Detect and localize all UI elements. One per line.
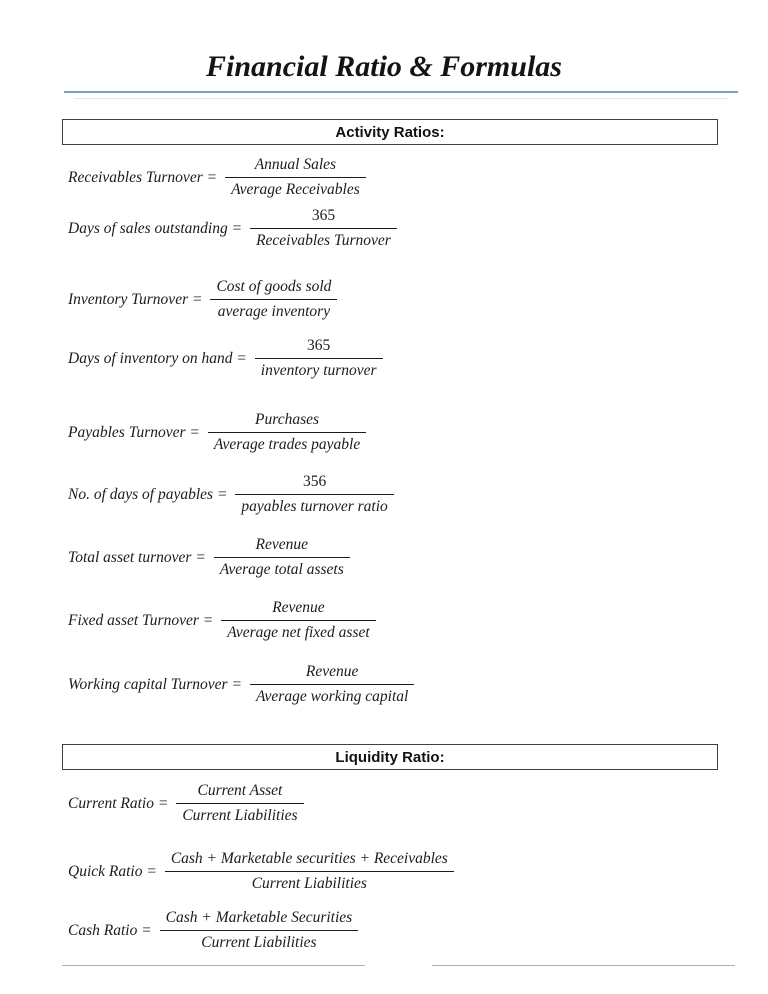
formula-numerator: Cash + Marketable Securities: [160, 909, 359, 931]
formula-numerator: Revenue: [221, 599, 375, 621]
formula-numerator: Purchases: [208, 411, 366, 433]
formula-numerator: Annual Sales: [225, 156, 366, 178]
formula-row: [68, 473, 768, 516]
formula-fraction: [250, 663, 414, 706]
formula-denominator: Average Receivables: [231, 181, 360, 198]
formula-denominator: Receivables Turnover: [256, 232, 391, 249]
formula-fraction: [255, 337, 383, 380]
formula-fraction: [225, 156, 366, 199]
formula-fraction: [250, 207, 397, 250]
formula-lhs: Days of inventory on hand =: [68, 349, 247, 367]
formula-list-activity: [68, 156, 768, 706]
formula-fraction: [160, 909, 359, 952]
formula-lhs: Payables Turnover =: [68, 423, 200, 441]
formula-denominator: payables turnover ratio: [241, 498, 388, 515]
formula-denominator: average inventory: [217, 303, 331, 320]
formula-fraction: [165, 850, 454, 893]
formula-row: [68, 156, 768, 199]
formula-lhs: No. of days of payables =: [68, 485, 228, 503]
footer-rule-left: [62, 965, 365, 966]
formula-lhs: Cash Ratio =: [68, 921, 152, 939]
formula-row: [68, 782, 768, 825]
formula-denominator: Current Liabilities: [201, 934, 317, 951]
formula-denominator: inventory turnover: [260, 362, 377, 379]
section-header-label: Liquidity Ratio:: [335, 748, 445, 766]
formula-lhs: Working capital Turnover =: [68, 675, 242, 693]
footer-rule-right: [432, 965, 735, 966]
formula-denominator: Current Liabilities: [182, 807, 298, 824]
formula-row: [68, 599, 768, 642]
formula-lhs: Receivables Turnover =: [68, 168, 218, 186]
formula-lhs: Fixed asset Turnover =: [68, 611, 214, 629]
formula-denominator: Average working capital: [255, 688, 409, 705]
formula-denominator: Average net fixed asset: [227, 624, 370, 641]
formula-denominator: Current Liabilities: [251, 875, 367, 892]
formula-fraction: [176, 782, 303, 825]
formula-lhs: Total asset turnover =: [68, 548, 206, 566]
formula-numerator: 365: [255, 337, 383, 359]
section-header-label: Activity Ratios:: [335, 123, 445, 141]
formula-numerator: Revenue: [214, 536, 350, 558]
formula-row: [68, 411, 768, 454]
formula-row: [68, 278, 768, 321]
formula-lhs: Inventory Turnover =: [68, 290, 203, 308]
formula-row: [68, 337, 768, 380]
formula-numerator: 365: [250, 207, 397, 229]
title-underline-shadow: [74, 98, 728, 99]
formula-denominator: Average trades payable: [213, 436, 361, 453]
formula-lhs: Current Ratio =: [68, 794, 169, 812]
formula-lhs: Quick Ratio =: [68, 862, 157, 880]
formula-numerator: Revenue: [250, 663, 414, 685]
formula-fraction: [221, 599, 375, 642]
formula-row: [68, 909, 768, 952]
section-header-liquidity: [62, 744, 718, 770]
formula-numerator: Cash + Marketable securities + Receivables: [165, 850, 454, 872]
formula-numerator: Cost of goods sold: [210, 278, 337, 300]
section-header-activity: [62, 119, 718, 145]
formula-row: [68, 536, 768, 579]
formula-row: [68, 850, 768, 893]
section-liquidity-ratio: [0, 744, 768, 952]
formula-fraction: [235, 473, 393, 516]
formula-lhs: Days of sales outstanding =: [68, 219, 243, 237]
formula-list-liquidity: [68, 782, 768, 952]
formula-denominator: Average total assets: [219, 561, 344, 578]
formula-numerator: Current Asset: [176, 782, 303, 804]
section-activity-ratios: [0, 119, 768, 706]
formula-numerator: 356: [235, 473, 393, 495]
formula-row: [68, 207, 768, 250]
formula-fraction: [208, 411, 366, 454]
page-title: Financial Ratio & Formulas: [206, 50, 562, 83]
title-underline: [64, 91, 738, 93]
formula-fraction: [210, 278, 337, 321]
formula-row: [68, 663, 768, 706]
formula-fraction: [214, 536, 350, 579]
